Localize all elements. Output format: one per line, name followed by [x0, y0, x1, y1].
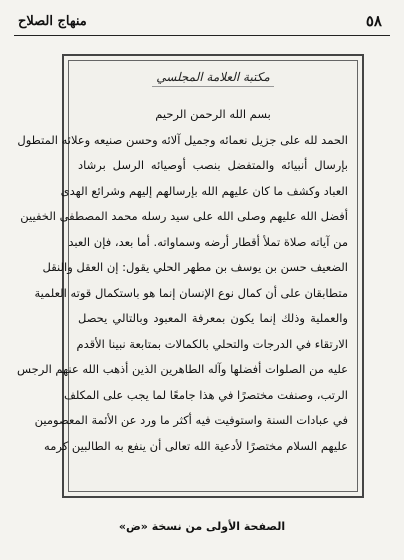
page-number: ٥٨	[365, 12, 382, 30]
manuscript-line: الارتقاء في الدرجات والتحلي بالكمالات بمتابعة نبينا الأقدم	[76, 336, 348, 351]
manuscript-line: من آياته صلاة تملأ أقطار أرضه وسماواته. أما بعد، فإن العبد	[68, 234, 348, 249]
manuscript-text	[16, 102, 348, 459]
manuscript-line: بإرسال أنبيائه والمتفضل بنصب أوصيائه الرسل برشاد	[78, 158, 348, 172]
manuscript-line: بسم الله الرحمن الرحيم	[155, 107, 271, 121]
manuscript-line: الرتب، وصنفت مختصرًا في هذا جامعًا لما يجب على المكلف	[63, 387, 348, 402]
page-caption: الصفحة الأولى من نسخة «ض»	[118, 520, 286, 533]
manuscript-line: الضعيف حسن بن يوسف بن مطهر الحلي يقول: إن العقل والنقل	[42, 260, 348, 274]
manuscript-line: أفضل الله عليهم وصلى الله على سيد رسله محمد المصطفى الخفيين	[20, 209, 348, 223]
library-stamp-text: مكتبة العلامة المجلسي	[152, 70, 274, 87]
manuscript-frame	[16, 54, 364, 498]
book-title: منهاج الصلاح	[18, 14, 87, 29]
manuscript-line: والعملية وذلك إنما يكون بمعرفة المعبود وبالتالي يحصل	[78, 311, 348, 325]
manuscript-line: متطابقان على أن كمال نوع الإنسان إنما هو باستكمال قوته العلمية	[34, 285, 348, 300]
manuscript-line: الحمد لله على جزيل نعمائه وجميل آلائه وحسن صنيعه وعلائه المتطول	[17, 132, 348, 147]
page-header	[0, 6, 404, 34]
header-rule	[14, 35, 390, 36]
manuscript-line: عليه من الصلوات أفضلها وآله الطاهرين الذين أذهب الله عنهم الرجس	[16, 362, 348, 376]
manuscript-line: العباد وكشف ما كان عليهم الله بإرسالهم إليهم وشرائع الهدى	[60, 183, 348, 198]
manuscript-line: في عبادات السنة واستوفيت فيه أكثر ما ورد عن الأئمة المعصومين	[34, 413, 348, 427]
manuscript-line: عليهم السلام مختصرًا لأدعية الله تعالى أن ينفع به الطالبين كرمه	[44, 438, 348, 453]
library-stamp	[64, 66, 362, 87]
